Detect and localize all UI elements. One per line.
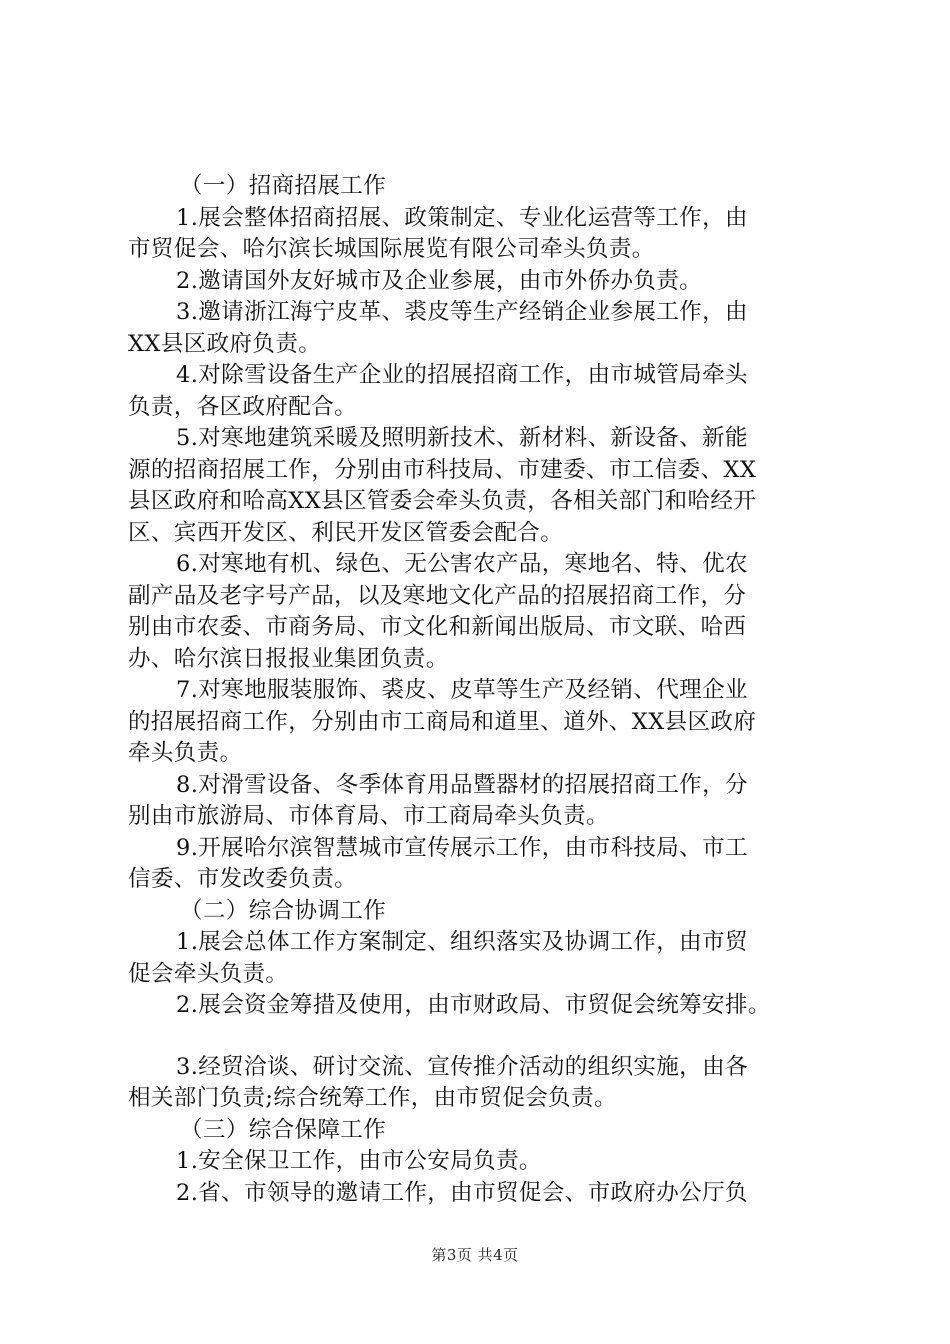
paragraph-line: 负责，各区政府配合。 [128, 393, 358, 420]
paragraph-line: 5.对寒地建筑采暖及照明新技术、新材料、新设备、新能 [176, 425, 748, 451]
paragraph-line: 2.邀请国外友好城市及企业参展，由市外侨办负责。 [176, 267, 703, 294]
paragraph-line: 2.展会资金筹措及使用，由市财政局、市贸促会统筹安排。 [176, 992, 771, 1018]
paragraph-line: 副产品及老字号产品，以及寒地文化产品的招展招商工作，分 [128, 582, 747, 609]
paragraph-line: 办、哈尔滨日报报业集团负责。 [128, 645, 449, 672]
paragraph-line: 相关部门负责;综合统筹工作，由市贸促会负责。 [128, 1085, 617, 1111]
paragraph-line: 9.开展哈尔滨智慧城市宣传展示工作，由市科技局、市工 [176, 834, 748, 861]
paragraph-line: 1.安全保卫工作，由市公安局负责。 [176, 1148, 542, 1174]
document-body [128, 171, 838, 1209]
paragraph-line: 1.展会总体工作方案制定、组织落实及协调工作，由市贸 [176, 929, 748, 955]
paragraph-line: 6.对寒地有机、绿色、无公害农产品，寒地名、特、优农 [176, 551, 748, 577]
section-heading-3: （三）综合保障工作 [180, 1116, 387, 1143]
paragraph-line: 3.经贸洽谈、研讨交流、宣传推介活动的组织实施，由各 [176, 1053, 748, 1080]
paragraph-line: 别由市农委、市商务局、市文化和新闻出版局、市文联、哈西 [128, 614, 747, 640]
blank-gap [128, 1022, 838, 1052]
paragraph-line: 1.展会整体招商招展、政策制定、专业化运营等工作，由 [176, 204, 748, 231]
paragraph-line: 区、宾西开发区、利民开发区管委会配合。 [128, 519, 564, 546]
paragraph-line: 2.省、市领导的邀请工作，由市贸促会、市政府办公厅负 [176, 1179, 748, 1206]
paragraph-line: 的招展招商工作，分别由市工商局和道里、道外、XX县区政府 [128, 708, 757, 735]
paragraph-line: 4.对除雪设备生产企业的招展招商工作，由市城管局牵头 [176, 362, 748, 388]
paragraph-line: 市贸促会、哈尔滨长城国际展览有限公司牵头负责。 [128, 236, 655, 262]
paragraph-line: 信委、市发改委负责。 [128, 866, 358, 892]
paragraph-line: 源的招商招展工作，分别由市科技局、市建委、市工信委、XX [128, 456, 757, 483]
paragraph-line: 8.对滑雪设备、冬季体育用品暨器材的招展招商工作，分 [176, 771, 748, 798]
paragraph-line: 县区政府和哈高XX县区管委会牵头负责，各相关部门和哈经开 [128, 488, 757, 514]
page-footer: 第3页 共4页 [431, 1246, 519, 1264]
paragraph-line: 牵头负责。 [128, 740, 243, 766]
paragraph-line: 促会牵头负责。 [128, 960, 289, 987]
paragraph-line: 7.对寒地服装服饰、裘皮、皮草等生产及经销、代理企业 [176, 677, 748, 703]
section-heading-2: （二）综合协调工作 [180, 897, 387, 924]
section-heading-1: （一）招商招展工作 [180, 173, 387, 199]
paragraph-line: 3.邀请浙江海宁皮革、裘皮等生产经销企业参展工作，由 [176, 299, 748, 325]
paragraph-line: 别由市旅游局、市体育局、市工商局牵头负责。 [128, 803, 609, 829]
paragraph-line: XX县区政府负责。 [128, 330, 322, 357]
